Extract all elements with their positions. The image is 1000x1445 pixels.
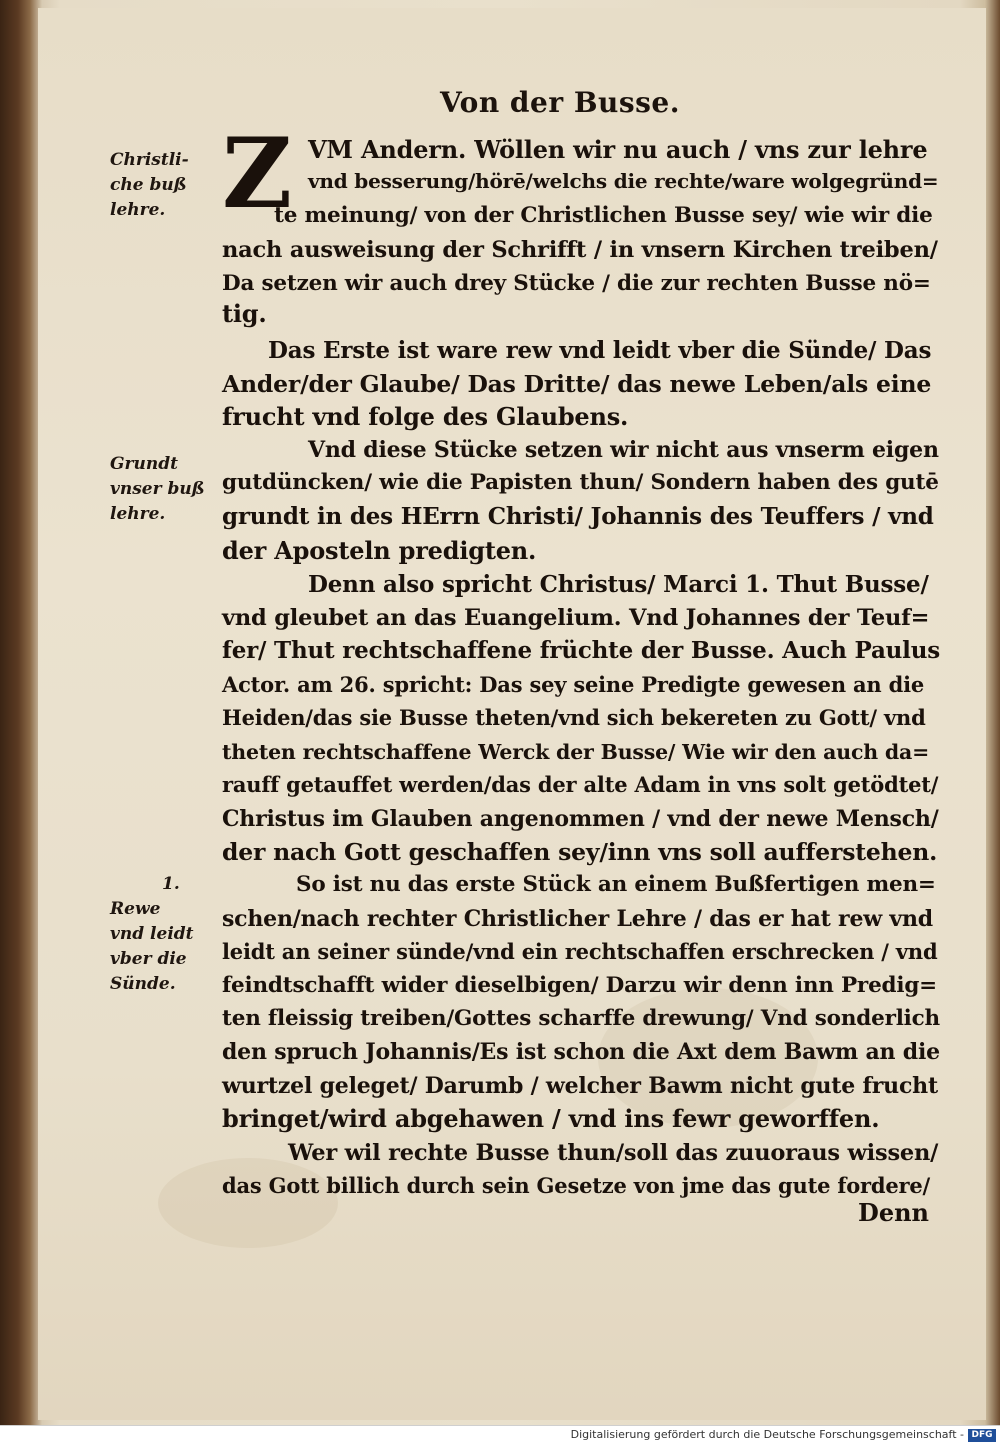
text-line: Denn also spricht Christus/ Marci 1. Thut Busse/ [308,571,929,598]
text-line: grundt in des HErrn Christi/ Johannis des Teuffers / vnd [222,503,934,530]
text-line: Ander/der Glaube/ Das Dritte/ das newe Leben/als eine [222,370,932,398]
text-line: Vnd diese Stücke setzen wir nicht aus vnserm eigen [308,437,939,463]
margin-note-line: 1. [162,874,180,894]
text-line: vnd gleubet an das Euangelium. Vnd Johannes der Teuf= [222,605,930,631]
text-line: schen/nach rechter Christlicher Lehre / das er hat rew vnd [222,906,933,932]
text-line: rauff getauffet werden/das der alte Adam in vns solt getödtet/ [222,772,939,797]
margin-note-line: lehre. [110,504,166,524]
text-line: frucht vnd folge des Glaubens. [222,402,629,431]
text-line: Actor. am 26. spricht: Das sey seine Predigte gewesen an die [222,672,925,697]
text-line: der nach Gott geschaffen sey/inn vns soll aufferstehen. [222,838,938,866]
margin-note-line: che buß [110,175,187,195]
margin-note-line: vnd leidt [110,924,194,944]
text-line: feindtschafft wider dieselbigen/ Darzu wir denn inn Predig= [222,973,937,998]
text-line: bringet/wird abgehawen / vnd ins fewr geworffen. [222,1104,880,1133]
text-line: theten rechtschaffene Werck der Busse/ Wie wir den auch da= [222,740,930,764]
margin-note-line: vnser buß [110,479,205,499]
text-line: wurtzel geleget/ Darumb / welcher Bawm nicht gute frucht [222,1073,938,1099]
text-line: leidt an seiner sünde/vnd ein rechtschaffen erschrecken / vnd [222,939,938,964]
text-line: fer/ Thut rechtschaffene früchte der Busse. Auch Paulus [222,637,940,664]
catchword: Denn [858,1198,929,1227]
text-line: So ist nu das erste Stück an einem Bußfertigen men= [296,872,936,897]
margin-note-christliche-busslehre [110,148,215,223]
text-line: der Aposteln predigten. [222,536,537,565]
running-head: Von der Busse. [440,86,680,119]
margin-note-rewe [110,872,215,997]
drop-cap: Z [222,117,293,230]
margin-note-line: Grundt [110,454,178,474]
text-line: te meinung/ von der Christlichen Busse sey/ wie wir die [274,203,933,228]
text-line: tig. [222,299,267,328]
text-line: ten fleissig treiben/Gottes scharffe drewung/ Vnd sonderlich [222,1006,940,1031]
digitization-footer [0,1425,1000,1445]
margin-note-line: Rewe [110,899,161,919]
text-line: gutdüncken/ wie die Papisten thun/ Sondern haben des gutē [222,470,939,495]
margin-note-line: Sünde. [110,974,176,994]
text-line: Wer wil rechte Busse thun/soll das zuuoraus wissen/ [288,1140,939,1166]
text-line: Das Erste ist ware rew vnd leidt vber die Sünde/ Das [268,337,932,364]
funding-credit: Digitalisierung gefördert durch die Deutsche Forschungsgemeinschaft - [570,1428,964,1441]
margin-note-grundt [110,452,215,527]
text-line: VM Andern. Wöllen wir nu auch / vns zur lehre [308,135,928,164]
text-line: Heiden/das sie Busse theten/vnd sich bekereten zu Gott/ vnd [222,705,926,730]
text-line: Christus im Glauben angenommen / vnd der newe Mensch/ [222,806,939,832]
text-line: Da setzen wir auch drey Stücke / die zur rechten Busse nö= [222,271,931,296]
text-line: nach ausweisung der Schrifft / in vnsern Kirchen treiben/ [222,237,938,263]
margin-note-line: lehre. [110,200,166,220]
text-line: das Gott billich durch sein Gesetze von jme das gute fordere/ [222,1173,931,1198]
margin-note-line: vber die [110,949,187,969]
text-line: den spruch Johannis/Es ist schon die Axt dem Bawm an die [222,1039,940,1065]
margin-note-line: Christli- [110,150,189,170]
text-line: vnd besserung/hörē/welchs die rechte/ware wolgegründ= [308,169,939,193]
dfg-logo: DFG [968,1429,996,1442]
